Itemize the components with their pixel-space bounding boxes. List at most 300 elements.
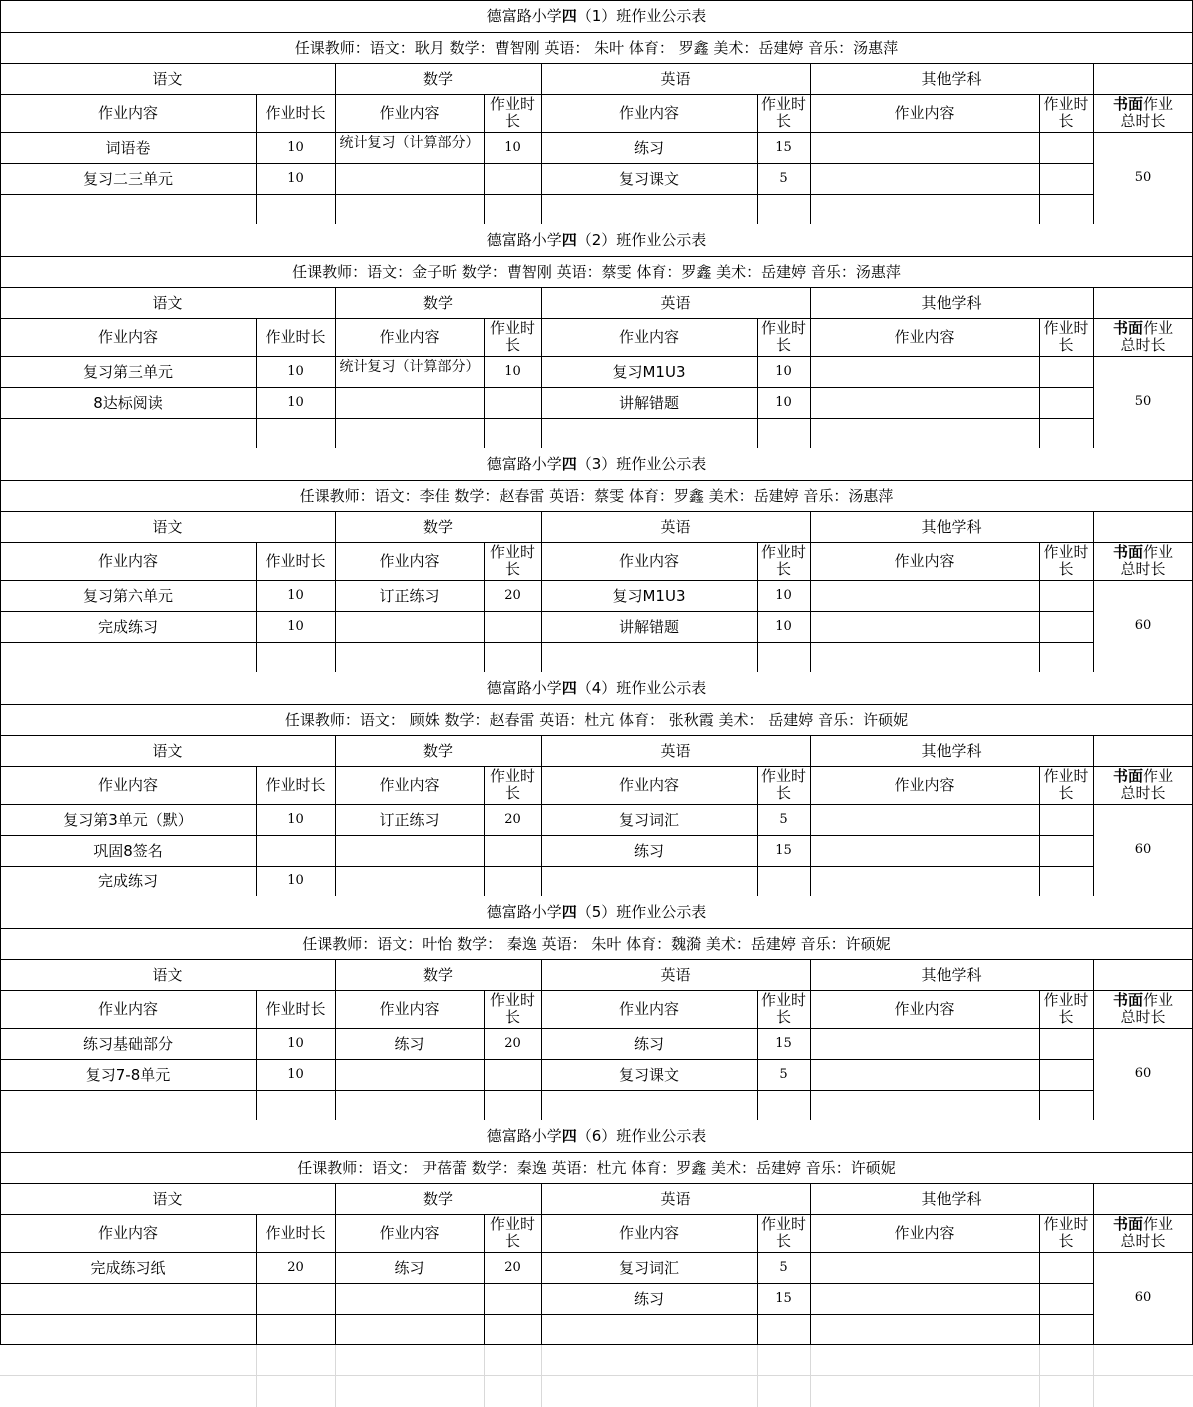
english-duration[interactable] xyxy=(757,132,810,163)
other-duration[interactable] xyxy=(1039,132,1093,163)
total-duration-text: 50 xyxy=(1134,170,1152,185)
col-header-total[interactable] xyxy=(1093,990,1193,1028)
other-homework[interactable] xyxy=(810,418,1039,448)
english-homework[interactable] xyxy=(541,1028,757,1059)
subject-header-other[interactable] xyxy=(810,63,1093,94)
chinese-homework[interactable] xyxy=(0,642,256,672)
other-duration[interactable] xyxy=(1039,804,1093,835)
english-duration[interactable] xyxy=(757,1252,810,1283)
english-duration[interactable] xyxy=(757,1283,810,1314)
col-header-content[interactable] xyxy=(0,318,256,356)
col-header-duration[interactable] xyxy=(757,94,810,132)
grid-line xyxy=(0,1183,1193,1184)
english-duration[interactable] xyxy=(757,1059,810,1090)
class-table xyxy=(0,896,1193,1120)
table-title[interactable] xyxy=(0,448,1193,480)
col-header-content[interactable] xyxy=(810,94,1039,132)
total-header-text xyxy=(1113,320,1173,354)
col-header-duration[interactable] xyxy=(256,1214,335,1252)
math-duration[interactable] xyxy=(484,387,541,418)
other-homework[interactable] xyxy=(810,387,1039,418)
math-duration[interactable] xyxy=(484,1252,541,1283)
other-duration[interactable] xyxy=(1039,418,1093,448)
col-header-content-text: 作业内容 xyxy=(379,104,440,122)
col-header-duration-text: 作业时 长 xyxy=(760,95,806,130)
col-header-content[interactable] xyxy=(541,990,757,1028)
col-header-content[interactable] xyxy=(810,1214,1039,1252)
col-header-total[interactable] xyxy=(1093,318,1193,356)
col-header-content[interactable] xyxy=(810,318,1039,356)
other-duration[interactable] xyxy=(1039,1314,1093,1344)
math-homework[interactable] xyxy=(335,1314,484,1344)
col-header-duration[interactable] xyxy=(1039,542,1093,580)
col-header-duration[interactable] xyxy=(1039,766,1093,804)
english-homework-text: 讲解错题 xyxy=(618,617,679,636)
subject-header-other[interactable] xyxy=(810,735,1093,766)
col-header-content[interactable] xyxy=(335,542,484,580)
grid-line xyxy=(0,1314,1093,1315)
grid-line xyxy=(0,990,1193,991)
math-homework[interactable] xyxy=(335,418,484,448)
title-prefix: 德富路小学 xyxy=(486,7,562,25)
other-duration[interactable] xyxy=(1039,356,1093,387)
subject-header-other[interactable] xyxy=(810,959,1093,990)
col-header-content[interactable] xyxy=(335,990,484,1028)
math-duration[interactable] xyxy=(484,835,541,866)
empty-grid-line xyxy=(541,1345,542,1407)
teachers-row[interactable] xyxy=(0,480,1193,511)
other-homework[interactable] xyxy=(810,132,1039,163)
chinese-duration[interactable] xyxy=(256,132,335,163)
subject-header-chinese[interactable] xyxy=(0,1183,335,1214)
math-homework[interactable] xyxy=(335,1252,484,1283)
subject-header-english[interactable] xyxy=(541,1183,810,1214)
chinese-duration-text: 10 xyxy=(287,587,304,603)
other-duration[interactable] xyxy=(1039,1252,1093,1283)
subject-header-english[interactable] xyxy=(541,287,810,318)
total-duration[interactable] xyxy=(1093,356,1193,448)
math-duration[interactable] xyxy=(484,611,541,642)
english-homework[interactable] xyxy=(541,1283,757,1314)
math-homework[interactable] xyxy=(335,611,484,642)
english-duration[interactable] xyxy=(757,804,810,835)
math-duration[interactable] xyxy=(484,1314,541,1344)
chinese-duration[interactable] xyxy=(256,1028,335,1059)
chinese-homework-text: 复习第三单元 xyxy=(82,362,173,381)
math-homework[interactable] xyxy=(335,642,484,672)
english-homework[interactable] xyxy=(541,835,757,866)
col-header-duration[interactable] xyxy=(1039,318,1093,356)
col-header-duration-text: 作业时 长 xyxy=(1043,767,1089,802)
other-duration[interactable] xyxy=(1039,1028,1093,1059)
col-header-duration[interactable] xyxy=(484,766,541,804)
other-duration[interactable] xyxy=(1039,163,1093,194)
english-homework[interactable] xyxy=(541,804,757,835)
col-header-content[interactable] xyxy=(541,766,757,804)
col-header-duration[interactable] xyxy=(484,94,541,132)
subject-header-english[interactable] xyxy=(541,959,810,990)
chinese-duration[interactable] xyxy=(256,611,335,642)
chinese-homework-text: 复习二三单元 xyxy=(82,169,173,188)
english-duration[interactable] xyxy=(757,1028,810,1059)
english-homework[interactable] xyxy=(541,132,757,163)
english-homework[interactable] xyxy=(541,356,757,387)
col-header-content[interactable] xyxy=(0,990,256,1028)
math-homework[interactable] xyxy=(335,1090,484,1120)
math-duration[interactable] xyxy=(484,1059,541,1090)
english-duration[interactable] xyxy=(757,866,810,896)
col-header-total[interactable] xyxy=(1093,1214,1193,1252)
col-header-duration-text: 作业时长 xyxy=(265,1224,326,1242)
total-duration[interactable] xyxy=(1093,1252,1193,1344)
other-homework[interactable] xyxy=(810,1314,1039,1344)
subject-header-blank[interactable] xyxy=(1093,1183,1193,1214)
chinese-homework[interactable] xyxy=(0,835,256,866)
col-header-duration[interactable] xyxy=(256,318,335,356)
subject-header-math[interactable] xyxy=(335,1183,541,1214)
teachers-row[interactable] xyxy=(0,928,1193,959)
other-duration[interactable] xyxy=(1039,1283,1093,1314)
table-title[interactable] xyxy=(0,224,1193,256)
other-duration[interactable] xyxy=(1039,580,1093,611)
subject-header-english[interactable] xyxy=(541,511,810,542)
chinese-duration[interactable] xyxy=(256,1059,335,1090)
subject-header-blank[interactable] xyxy=(1093,735,1193,766)
chinese-homework[interactable] xyxy=(0,1028,256,1059)
english-duration[interactable] xyxy=(757,194,810,224)
total-duration[interactable] xyxy=(1093,1028,1193,1120)
english-homework[interactable] xyxy=(541,642,757,672)
chinese-homework[interactable] xyxy=(0,356,256,387)
math-duration[interactable] xyxy=(484,642,541,672)
other-duration[interactable] xyxy=(1039,1059,1093,1090)
other-duration[interactable] xyxy=(1039,866,1093,896)
other-duration[interactable] xyxy=(1039,387,1093,418)
col-header-content[interactable] xyxy=(0,766,256,804)
english-duration[interactable] xyxy=(757,835,810,866)
english-duration[interactable] xyxy=(757,356,810,387)
english-homework-text: 复习课文 xyxy=(618,169,679,188)
math-duration[interactable] xyxy=(484,194,541,224)
math-homework[interactable] xyxy=(335,387,484,418)
col-header-duration[interactable] xyxy=(757,990,810,1028)
total-duration[interactable] xyxy=(1093,804,1193,896)
teachers-row[interactable] xyxy=(0,32,1193,63)
math-duration[interactable] xyxy=(484,418,541,448)
other-duration[interactable] xyxy=(1039,194,1093,224)
subject-header-math[interactable] xyxy=(335,735,541,766)
other-homework[interactable] xyxy=(810,1090,1039,1120)
subject-header-chinese[interactable] xyxy=(0,511,335,542)
math-duration[interactable] xyxy=(484,1028,541,1059)
subject-header-english[interactable] xyxy=(541,63,810,94)
other-homework[interactable] xyxy=(810,835,1039,866)
math-duration[interactable] xyxy=(484,804,541,835)
subject-header-other-text: 其他学科 xyxy=(921,965,982,984)
grid-line xyxy=(757,318,758,448)
col-header-duration[interactable] xyxy=(484,542,541,580)
grid-line xyxy=(0,194,1093,195)
grid-line xyxy=(757,542,758,672)
math-homework-text: 练习 xyxy=(394,1258,425,1277)
other-homework[interactable] xyxy=(810,642,1039,672)
chinese-duration[interactable] xyxy=(256,835,335,866)
table-title[interactable] xyxy=(0,672,1193,704)
subject-header-blank[interactable] xyxy=(1093,287,1193,318)
english-duration[interactable] xyxy=(757,580,810,611)
english-homework[interactable] xyxy=(541,611,757,642)
col-header-duration[interactable] xyxy=(256,990,335,1028)
math-homework[interactable] xyxy=(335,1028,484,1059)
other-duration[interactable] xyxy=(1039,835,1093,866)
subject-header-math[interactable] xyxy=(335,511,541,542)
col-header-duration[interactable] xyxy=(256,94,335,132)
col-header-content[interactable] xyxy=(0,1214,256,1252)
col-header-content-text: 作业内容 xyxy=(379,1000,440,1018)
subject-header-math[interactable] xyxy=(335,63,541,94)
english-duration[interactable] xyxy=(757,1314,810,1344)
col-header-content[interactable] xyxy=(0,542,256,580)
subject-header-blank[interactable] xyxy=(1093,959,1193,990)
total-header-rest: 总时长 xyxy=(1120,784,1166,802)
col-header-duration[interactable] xyxy=(484,990,541,1028)
other-duration[interactable] xyxy=(1039,1090,1093,1120)
total-duration[interactable] xyxy=(1093,580,1193,672)
grid-line xyxy=(1093,63,1094,224)
other-homework[interactable] xyxy=(810,580,1039,611)
other-duration[interactable] xyxy=(1039,611,1093,642)
subject-header-other[interactable] xyxy=(810,287,1093,318)
chinese-homework[interactable] xyxy=(0,163,256,194)
english-duration[interactable] xyxy=(757,418,810,448)
total-header-bold: 书面 xyxy=(1112,319,1143,337)
empty-grid-line xyxy=(757,1345,758,1407)
table-title[interactable] xyxy=(0,0,1193,32)
math-homework[interactable] xyxy=(335,1283,484,1314)
col-header-duration[interactable] xyxy=(1039,94,1093,132)
chinese-duration[interactable] xyxy=(256,1090,335,1120)
chinese-homework[interactable] xyxy=(0,1314,256,1344)
grid-line xyxy=(810,63,811,224)
english-homework[interactable] xyxy=(541,194,757,224)
other-homework[interactable] xyxy=(810,1252,1039,1283)
math-homework[interactable] xyxy=(335,356,484,387)
chinese-duration[interactable] xyxy=(256,356,335,387)
col-header-duration[interactable] xyxy=(757,1214,810,1252)
english-duration[interactable] xyxy=(757,611,810,642)
grid-line xyxy=(256,766,257,896)
math-duration[interactable] xyxy=(484,866,541,896)
subject-header-other[interactable] xyxy=(810,511,1093,542)
col-header-duration-text: 作业时 长 xyxy=(760,543,806,578)
english-homework[interactable] xyxy=(541,866,757,896)
col-header-duration[interactable] xyxy=(1039,990,1093,1028)
subject-header-chinese[interactable] xyxy=(0,287,335,318)
math-homework[interactable] xyxy=(335,866,484,896)
chinese-homework-text: 练习基础部分 xyxy=(82,1034,173,1053)
chinese-duration[interactable] xyxy=(256,1252,335,1283)
chinese-homework[interactable] xyxy=(0,580,256,611)
other-homework[interactable] xyxy=(810,163,1039,194)
subject-header-chinese[interactable] xyxy=(0,959,335,990)
col-header-total[interactable] xyxy=(1093,542,1193,580)
chinese-homework[interactable] xyxy=(0,611,256,642)
col-header-content[interactable] xyxy=(810,542,1039,580)
other-homework[interactable] xyxy=(810,804,1039,835)
chinese-duration[interactable] xyxy=(256,163,335,194)
other-homework[interactable] xyxy=(810,1059,1039,1090)
teachers-row[interactable] xyxy=(0,704,1193,735)
other-homework[interactable] xyxy=(810,611,1039,642)
other-homework[interactable] xyxy=(810,194,1039,224)
other-duration[interactable] xyxy=(1039,642,1093,672)
col-header-duration[interactable] xyxy=(757,542,810,580)
english-duration-text: 15 xyxy=(775,842,792,858)
grid-line xyxy=(0,866,1093,867)
math-homework[interactable] xyxy=(335,194,484,224)
english-homework[interactable] xyxy=(541,580,757,611)
chinese-duration[interactable] xyxy=(256,1314,335,1344)
subject-header-other[interactable] xyxy=(810,1183,1093,1214)
chinese-duration[interactable] xyxy=(256,866,335,896)
col-header-content[interactable] xyxy=(335,1214,484,1252)
english-duration[interactable] xyxy=(757,387,810,418)
chinese-duration[interactable] xyxy=(256,580,335,611)
table-title[interactable] xyxy=(0,896,1193,928)
chinese-homework[interactable] xyxy=(0,804,256,835)
col-header-content[interactable] xyxy=(335,318,484,356)
col-header-duration[interactable] xyxy=(757,318,810,356)
math-duration[interactable] xyxy=(484,163,541,194)
total-duration[interactable] xyxy=(1093,132,1193,224)
col-header-content[interactable] xyxy=(541,94,757,132)
col-header-content[interactable] xyxy=(810,990,1039,1028)
math-homework[interactable] xyxy=(335,163,484,194)
col-header-duration-text: 作业时 长 xyxy=(760,319,806,354)
title-suffix: （6）班作业公示表 xyxy=(576,1127,707,1145)
col-header-duration[interactable] xyxy=(757,766,810,804)
col-header-duration[interactable] xyxy=(256,542,335,580)
chinese-homework[interactable] xyxy=(0,1283,256,1314)
chinese-homework[interactable] xyxy=(0,194,256,224)
math-duration[interactable] xyxy=(484,1090,541,1120)
chinese-duration[interactable] xyxy=(256,418,335,448)
grid-line xyxy=(0,928,1193,929)
chinese-duration[interactable] xyxy=(256,1283,335,1314)
math-homework[interactable] xyxy=(335,1059,484,1090)
subject-header-other-text: 其他学科 xyxy=(921,517,982,536)
other-homework[interactable] xyxy=(810,356,1039,387)
chinese-homework[interactable] xyxy=(0,1059,256,1090)
subject-header-english[interactable] xyxy=(541,735,810,766)
english-duration[interactable] xyxy=(757,163,810,194)
grid-line xyxy=(1039,94,1040,224)
subject-header-english-text: 英语 xyxy=(660,293,691,312)
subject-header-chinese[interactable] xyxy=(0,735,335,766)
english-duration[interactable] xyxy=(757,642,810,672)
english-homework[interactable] xyxy=(541,1059,757,1090)
other-homework[interactable] xyxy=(810,1028,1039,1059)
other-homework[interactable] xyxy=(810,866,1039,896)
chinese-homework[interactable] xyxy=(0,132,256,163)
table-title[interactable] xyxy=(0,1120,1193,1152)
math-homework[interactable] xyxy=(335,132,484,163)
col-header-content[interactable] xyxy=(335,766,484,804)
chinese-homework[interactable] xyxy=(0,418,256,448)
subject-header-english-text: 英语 xyxy=(660,741,691,760)
subject-header-chinese-text: 语文 xyxy=(152,517,183,536)
math-duration[interactable] xyxy=(484,580,541,611)
english-homework[interactable] xyxy=(541,1314,757,1344)
col-header-content[interactable] xyxy=(335,94,484,132)
subject-header-math[interactable] xyxy=(335,959,541,990)
chinese-duration[interactable] xyxy=(256,194,335,224)
teachers-row[interactable] xyxy=(0,256,1193,287)
subject-header-english-text: 英语 xyxy=(660,1189,691,1208)
english-homework[interactable] xyxy=(541,418,757,448)
col-header-content[interactable] xyxy=(810,766,1039,804)
chinese-homework[interactable] xyxy=(0,1090,256,1120)
math-duration[interactable] xyxy=(484,132,541,163)
subject-header-blank[interactable] xyxy=(1093,63,1193,94)
chinese-homework[interactable] xyxy=(0,1252,256,1283)
col-header-content[interactable] xyxy=(541,1214,757,1252)
chinese-homework[interactable] xyxy=(0,387,256,418)
col-header-duration[interactable] xyxy=(1039,1214,1093,1252)
grid-line xyxy=(0,1090,1093,1091)
english-homework[interactable] xyxy=(541,1090,757,1120)
math-homework[interactable] xyxy=(335,835,484,866)
grid-line xyxy=(541,511,542,672)
col-header-total[interactable] xyxy=(1093,94,1193,132)
chinese-duration[interactable] xyxy=(256,804,335,835)
col-header-duration[interactable] xyxy=(484,318,541,356)
grid-line xyxy=(256,1214,257,1344)
subject-header-chinese[interactable] xyxy=(0,63,335,94)
grid-line xyxy=(1093,1183,1094,1344)
english-duration-text: 10 xyxy=(775,618,792,634)
col-header-content[interactable] xyxy=(541,542,757,580)
subject-header-blank[interactable] xyxy=(1093,511,1193,542)
math-homework[interactable] xyxy=(335,580,484,611)
english-homework[interactable] xyxy=(541,163,757,194)
col-header-duration-text: 作业时长 xyxy=(265,328,326,346)
math-duration[interactable] xyxy=(484,1283,541,1314)
col-header-total[interactable] xyxy=(1093,766,1193,804)
grid-line xyxy=(0,0,1193,1)
other-homework[interactable] xyxy=(810,1283,1039,1314)
math-duration[interactable] xyxy=(484,356,541,387)
english-duration[interactable] xyxy=(757,1090,810,1120)
col-header-duration[interactable] xyxy=(484,1214,541,1252)
col-header-content[interactable] xyxy=(541,318,757,356)
teachers-row[interactable] xyxy=(0,1152,1193,1183)
grid-line xyxy=(1039,318,1040,448)
title-prefix: 德富路小学 xyxy=(486,1127,562,1145)
subject-header-math[interactable] xyxy=(335,287,541,318)
grid-line xyxy=(0,766,1193,767)
english-homework[interactable] xyxy=(541,387,757,418)
chinese-duration[interactable] xyxy=(256,642,335,672)
grid-line xyxy=(484,1214,485,1344)
chinese-duration[interactable] xyxy=(256,387,335,418)
english-duration-text: 10 xyxy=(775,587,792,603)
col-header-content[interactable] xyxy=(0,94,256,132)
col-header-duration[interactable] xyxy=(256,766,335,804)
chinese-homework[interactable] xyxy=(0,866,256,896)
english-homework[interactable] xyxy=(541,1252,757,1283)
math-homework[interactable] xyxy=(335,804,484,835)
